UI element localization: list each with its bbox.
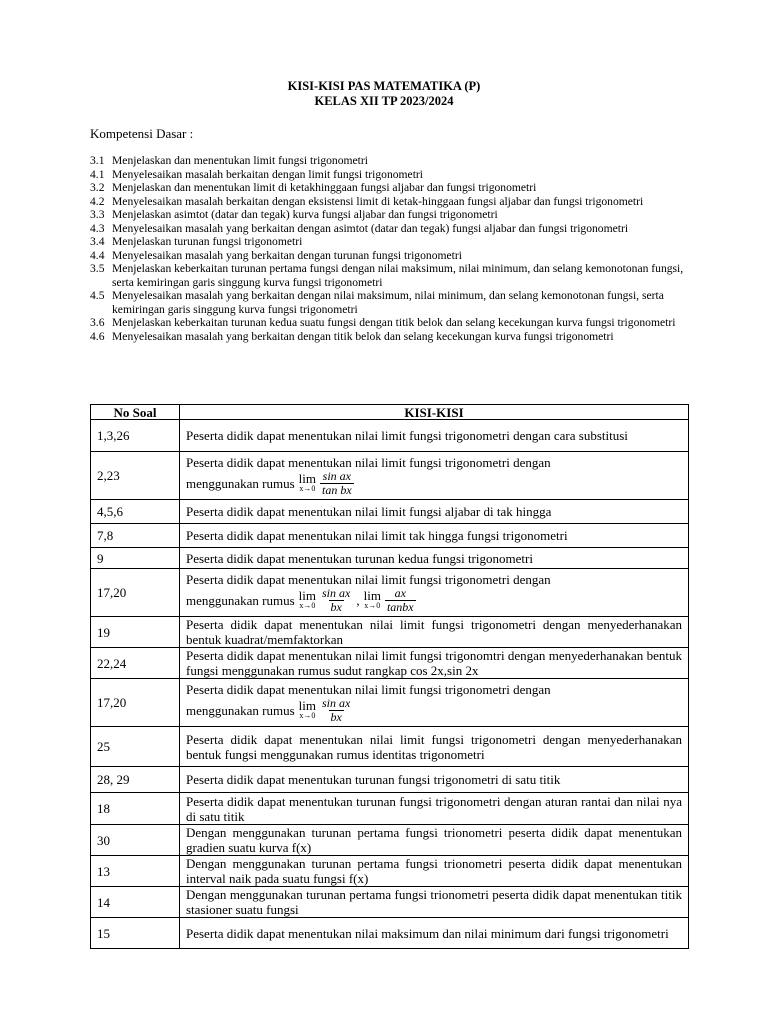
kd-item: 3.5 Menjelaskan keberkaitan turunan pertama fungsi dengan nilai maksimum, nilai minimum, dan selang kemonotonan fungsi, serta kemiringan garis singgung kurva fungsi trigonometri — [90, 262, 684, 289]
row-text: Peserta didik dapat menentukan nilai limit fungsi trigonomtri dengan menyederhanakan bentuk fungsi menggunakan rumus sudut rangkap cos 2x,sin 2x — [180, 648, 689, 679]
table-row — [91, 793, 689, 825]
kd-item: 4.4 Menyelesaikan masalah yang berkaitan dengan turunan fungsi trigonometri — [90, 248, 462, 262]
kompetensi-dasar-list — [90, 154, 690, 343]
row-text: Peserta didik dapat menentukan nilai limit fungsi trigonometri dengan menyederhanakan bentuk kuadrat/memfaktorkan — [180, 617, 689, 648]
document-subtitle: KELAS XII TP 2023/2024 — [314, 94, 454, 108]
kd-item: 4.3 Menyelesaikan masalah yang berkaitan dengan asimtot (datar dan tegak) fungsi aljabar dan fungsi trigonometri — [90, 221, 629, 235]
row-text: Dengan menggunakan turunan pertama fungsi trionometri peserta didik dapat menentukan titik stasioner suatu fungsi — [180, 887, 689, 918]
table-row — [91, 548, 689, 569]
row-no: 2,23 — [91, 452, 180, 500]
row-no: 19 — [91, 617, 180, 648]
row-text: Peserta didik dapat menentukan nilai limit fungsi trigonometri dengan menyederhanakan bentuk fungsi menggunakan rumus identitas trigonometri — [180, 727, 689, 767]
table-header-row — [91, 405, 689, 420]
fraction: $\frac{\text{sin ax}}{bx}$ — [322, 585, 351, 614]
limit-notation: lim x→0 — [298, 698, 317, 720]
kd-item: 3.2 Menjelaskan dan menentukan limit di ketakhinggaan fungsi aljabar dan fungsi trigonometri — [90, 181, 537, 194]
formula-line — [186, 697, 682, 724]
row-no: 14 — [91, 887, 180, 918]
formula-line — [186, 470, 682, 497]
row-no: 18 — [91, 793, 180, 825]
row-text-line1: Peserta didik dapat menentukan nilai limit fungsi trigonometri dengan — [186, 681, 551, 697]
row-text: Peserta didik dapat menentukan turunan kedua fungsi trigonometri — [180, 548, 689, 569]
limit-notation: lim x→0 — [298, 588, 317, 610]
table-row — [91, 767, 689, 793]
table-row — [91, 856, 689, 887]
kd-item: 4.5 Menyelesaikan masalah yang berkaitan dengan nilai maksimum, nilai minimum, dan selang kemonotonan fungsi, serta kemiringan garis singgung kurva fungsi trigonometri — [90, 289, 664, 316]
document-title: KISI-KISI PAS MATEMATIKA (P) — [287, 79, 481, 93]
table-row — [91, 420, 689, 452]
limit-notation: lim x→0 — [363, 588, 381, 610]
kd-item: 3.3 Menjelaskan asimtot (datar dan tegak) kurva fungsi aljabar dan fungsi trigonometri — [90, 208, 498, 221]
table-row — [91, 524, 689, 548]
row-text — [180, 452, 689, 500]
kd-item: 3.6 Menjelaskan keberkaitan turunan kedua suatu fungsi dengan titik belok dan selang kecekungan kurva fungsi trigonometri — [90, 316, 676, 329]
table-row — [91, 918, 689, 949]
row-text: Dengan menggunakan turunan pertama fungsi trionometri peserta didik dapat menentukan gradien suatu kurva f(x) — [180, 825, 689, 856]
header-no-soal: No Soal — [91, 405, 180, 420]
row-no: 13 — [91, 856, 180, 887]
row-no: 1,3,26 — [91, 420, 180, 452]
kompetensi-dasar-label: Kompetensi Dasar : — [90, 126, 194, 141]
table-row — [91, 569, 689, 617]
formula-prefix: menggunakan rumus — [186, 592, 295, 608]
row-no: 4,5,6 — [91, 500, 180, 524]
fraction: $\frac{ax}{\text{tanbx}}$ — [386, 585, 414, 614]
formula-line — [186, 587, 682, 614]
row-text: Dengan menggunakan turunan pertama fungsi trionometri peserta didik dapat menentukan interval naik pada suatu fungsi f(x) — [180, 856, 689, 887]
row-no: 22,24 — [91, 648, 180, 679]
kd-item: 4.6 Menyelesaikan masalah yang berkaitan dengan titik belok dan selang kecekungan kurva fungsi trigonometri — [90, 329, 614, 343]
row-text: Peserta didik dapat menentukan turunan fungsi trigonometri di satu titik — [180, 767, 689, 793]
row-no: 30 — [91, 825, 180, 856]
row-no: 28, 29 — [91, 767, 180, 793]
table-row — [91, 500, 689, 524]
row-text-line1: Peserta didik dapat menentukan nilai limit fungsi trigonometri dengan — [186, 571, 551, 587]
row-no: 25 — [91, 727, 180, 767]
table-row — [91, 727, 689, 767]
table-row — [91, 648, 689, 679]
row-no: 9 — [91, 548, 180, 569]
row-text: Peserta didik dapat menentukan nilai limit tak hingga fungsi trigonometri — [180, 524, 689, 548]
fraction: $\frac{\text{sin ax}}{\text{tan bx}}$ — [322, 468, 352, 497]
limit-notation: lim x→0 — [298, 471, 317, 493]
table-row — [91, 617, 689, 648]
row-text — [180, 679, 689, 727]
row-text: Peserta didik dapat menentukan nilai limit fungsi trigonometri dengan cara substitusi — [180, 420, 689, 452]
kd-item: 4.1 Menyelesaikan masalah berkaitan dengan limit fungsi trigonometri — [90, 167, 424, 181]
table-row — [91, 887, 689, 918]
header-kisi-kisi: KISI-KISI — [180, 405, 689, 420]
row-no: 15 — [91, 918, 180, 949]
row-no: 7,8 — [91, 524, 180, 548]
row-text-line1: Peserta didik dapat menentukan nilai limit fungsi trigonometri dengan — [186, 454, 551, 470]
row-text: Peserta didik dapat menentukan nilai maksimum dan nilai minimum dari fungsi trigonometri — [180, 918, 689, 949]
row-no: 17,20 — [91, 569, 180, 617]
row-text: Peserta didik dapat menentukan nilai limit fungsi aljabar di tak hingga — [180, 500, 689, 524]
table-row — [91, 452, 689, 500]
kd-item: 3.1 Menjelaskan dan menentukan limit fungsi trigonometri — [90, 154, 368, 167]
table-row — [91, 825, 689, 856]
fraction: $\frac{\text{sin ax}}{bx}$ — [322, 695, 351, 724]
kd-item: 3.4 Menjelaskan turunan fungsi trigonometri — [90, 235, 303, 248]
row-text — [180, 569, 689, 617]
formula-separator: , — [356, 592, 360, 608]
kisi-kisi-table — [90, 404, 689, 949]
kd-item: 4.2 Menyelesaikan masalah berkaitan dengan eksistensi limit di ketak-hinggaan fungsi aljabar dan fungsi trigonometri — [90, 194, 644, 208]
table-row — [91, 679, 689, 727]
formula-prefix: menggunakan rumus — [186, 702, 295, 718]
row-text: Peserta didik dapat menentukan turunan fungsi trigonometri dengan aturan rantai dan nilai nya di satu titik — [180, 793, 689, 825]
formula-prefix: menggunakan rumus — [186, 475, 295, 491]
row-no: 17,20 — [91, 679, 180, 727]
